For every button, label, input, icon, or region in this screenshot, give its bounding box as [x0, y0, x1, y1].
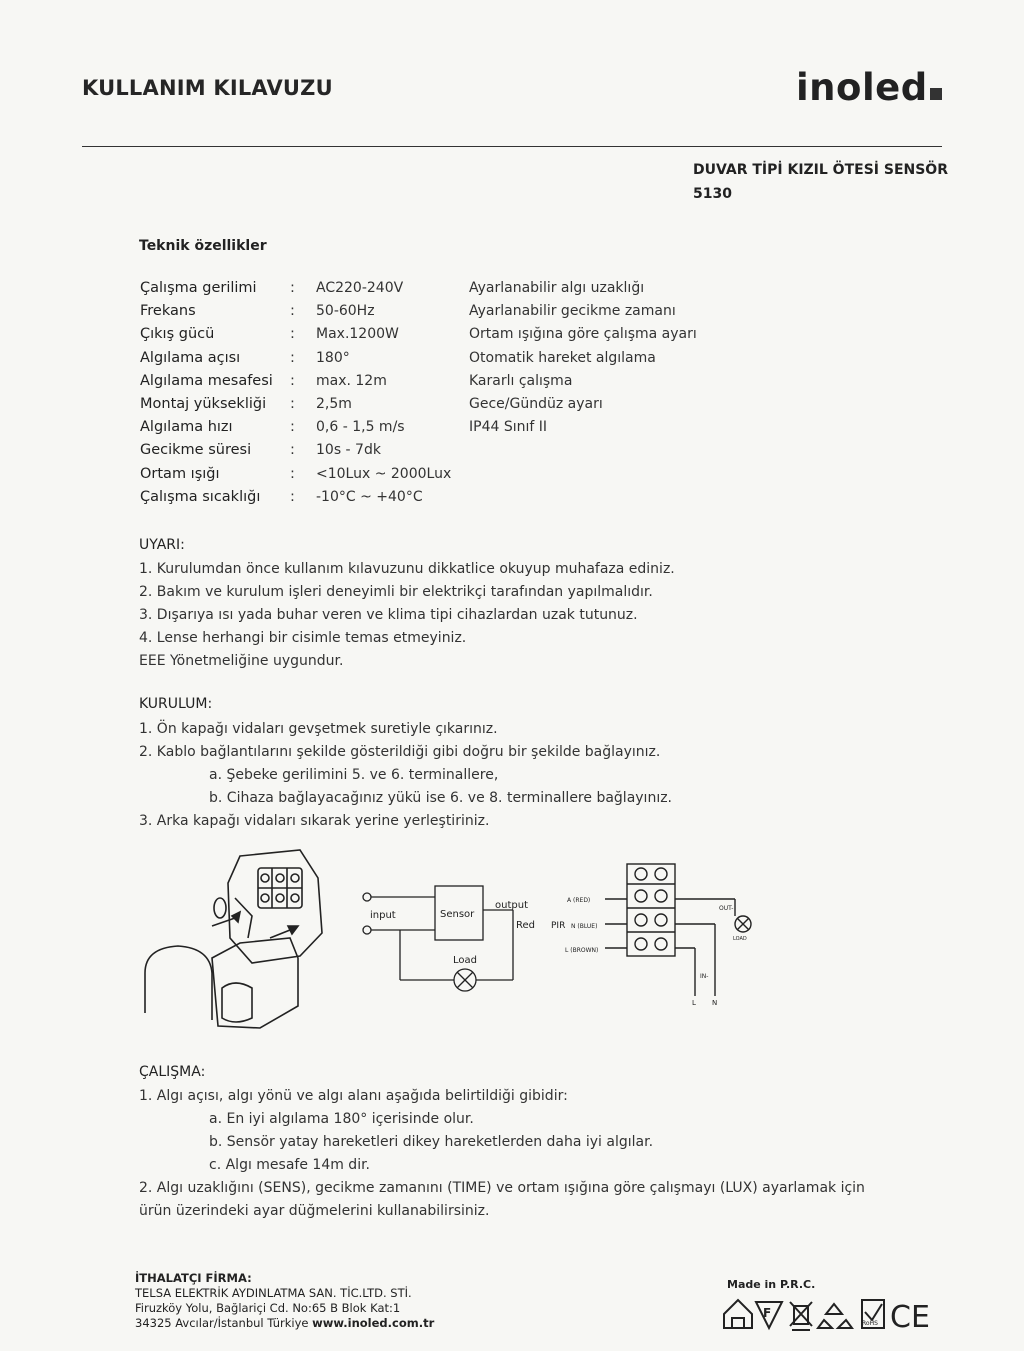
product-code: 5130: [693, 186, 732, 202]
certification-marks: [722, 1294, 937, 1334]
address-line: Firuzköy Yolu, Bağlariçi Cd. No:65 B Blok Kat:1: [135, 1301, 401, 1315]
install-list: [139, 718, 672, 833]
install-substep: b. Cihaza bağlayacağınız yükü ise 6. ve 8. terminallere bağlayınız.: [209, 790, 673, 806]
warning-item: 2. Bakım ve kurulum işleri deneyimli bir elektrikçi tarafından yapılmalıdır.: [139, 584, 653, 600]
spec-labels: [140, 277, 273, 509]
a-red-label: A (RED): [567, 897, 591, 904]
warning-item: EEE Yönetmeliğine uygundur.: [139, 653, 344, 669]
feature-item: Ayarlanabilir algı uzaklığı: [469, 280, 645, 296]
l-brown-label: L (BROWN): [565, 947, 599, 954]
warning-item: 3. Dışarıya ısı yada buhar veren ve klima tipi cihazlardan uzak tutunuz.: [139, 607, 638, 623]
spec-value: 50-60Hz: [316, 303, 375, 320]
n-terminal-label: N: [712, 999, 718, 1007]
spec-label: Çıkış gücü: [140, 326, 215, 343]
sensor-body: [212, 938, 298, 1028]
terminal-diagram: [545, 860, 770, 1010]
feature-item: Ortam ışığına göre çalışma ayarı: [469, 326, 697, 343]
spec-label: Frekans: [140, 303, 196, 320]
spec-value: 2,5m: [316, 396, 352, 413]
spec-colons: : : : : : : : : : :: [290, 280, 295, 505]
wiring-diagram: [360, 860, 535, 1010]
operation-subitem: c. Algı mesafe 14m dir.: [209, 1157, 371, 1173]
spec-label: Gecikme süresi: [140, 442, 252, 459]
product-name: DUVAR TİPİ KIZIL ÖTESİ SENSÖR: [693, 162, 948, 178]
company-name: TELSA ELEKTRİK AYDINLATMA SAN. TİC.LTD. STİ.: [135, 1286, 412, 1300]
n-blue-label: N (BLUE): [571, 923, 598, 930]
ce-mark: CE: [890, 1300, 930, 1335]
spec-value: 10s - 7dk: [316, 442, 381, 459]
operation-list: [139, 1085, 865, 1223]
operation-subitem: a. En iyi algılama 180° içerisinde olur.: [209, 1111, 474, 1127]
output-label: output: [495, 900, 528, 911]
feature-item: Otomatik hareket algılama: [469, 349, 656, 366]
document-title: KULLANIM KILAVUZU: [82, 76, 333, 100]
recycle-icon: [818, 1304, 852, 1328]
warning-item: 4. Lense herhangi bir cisimle temas etmeyiniz.: [139, 630, 467, 646]
warning-heading: UYARI:: [139, 537, 185, 553]
front-cover: [145, 946, 212, 1020]
spec-value: 0,6 - 1,5 m/s: [316, 419, 405, 436]
load-small-label: LOAD: [733, 936, 747, 942]
install-step: 2. Kablo bağlantılarını şekilde gösterildiği gibi doğru bir şekilde bağlayınız.: [139, 744, 661, 760]
spec-label: Ortam ışığı: [140, 465, 220, 482]
feature-item: Gece/Gündüz ayarı: [469, 396, 603, 413]
feature-item: Ayarlanabilir gecikme zamanı: [469, 303, 676, 320]
feature-list: [469, 277, 697, 439]
in-minus-label: IN-: [700, 973, 709, 980]
spec-label: Çalışma gerilimi: [140, 280, 257, 296]
warning-item: 1. Kurulumdan önce kullanım kılavuzunu dikkatlice okuyup muhafaza ediniz.: [139, 561, 675, 577]
sensor-illustration: [140, 838, 340, 1038]
spec-label: Montaj yüksekliği: [140, 396, 267, 413]
feature-item: Kararlı çalışma: [469, 372, 573, 389]
red-label: Red: [516, 920, 535, 931]
lens: [222, 983, 252, 1022]
operation-item-cont: ürün üzerindeki ayar düğmelerini kullanabilirsiniz.: [139, 1203, 490, 1219]
out-minus-label: OUT-: [719, 905, 734, 912]
rohs-label: RoHS: [862, 1320, 878, 1327]
sensor-label: Sensor: [440, 909, 475, 920]
spec-value: max. 12m: [316, 372, 387, 389]
spec-value: <10Lux ~ 2000Lux: [316, 465, 452, 482]
spec-value: AC220-240V: [316, 280, 404, 296]
address-line: 34325 Avcılar/İstanbul Türkiye: [135, 1316, 309, 1330]
made-in: Made in P.R.C.: [727, 1278, 816, 1291]
feature-item: IP44 Sınıf II: [469, 419, 548, 436]
input-label: input: [370, 910, 396, 921]
operation-subitem: b. Sensör yatay hareketleri dikey hareketlerden daha iyi algılar.: [209, 1134, 654, 1150]
spec-value: Max.1200W: [316, 326, 399, 343]
input-terminal-bottom: [363, 926, 371, 934]
spec-values: [316, 277, 451, 509]
input-terminal-top: [363, 893, 371, 901]
f-mark-letter: F: [763, 1306, 772, 1320]
operation-heading: ÇALIŞMA:: [139, 1064, 206, 1080]
l-terminal-label: L: [692, 999, 696, 1007]
operation-item: 2. Algı uzaklığını (SENS), gecikme zamanını (TIME) ve ortam ışığına göre çalışmayı (LUX) ayarlamak için: [139, 1180, 865, 1196]
indoor-use-icon: [724, 1300, 752, 1328]
operation-item: 1. Algı açısı, algı yönü ve algı alanı aşağıda belirtildiği gibidir:: [139, 1088, 568, 1104]
pir-label: PIR: [551, 921, 566, 931]
specs-heading: Teknik özellikler: [139, 238, 267, 254]
spec-value: -10°C ~ +40°C: [316, 488, 423, 505]
install-step: 1. Ön kapağı vidaları gevşetmek suretiyle çıkarınız.: [139, 721, 498, 737]
website: www.inoled.com.tr: [312, 1316, 435, 1330]
header-divider: [82, 146, 942, 147]
install-step: 3. Arka kapağı vidaları sıkarak yerine yerleştiriniz.: [139, 813, 490, 829]
product-info: [693, 158, 948, 206]
spec-value: 180°: [316, 349, 350, 366]
brand-name: inoled: [796, 66, 928, 109]
logo-square-icon: [930, 88, 942, 100]
terminal-strip: [627, 864, 675, 956]
warning-list: [139, 558, 675, 673]
brand-logo: [796, 66, 942, 109]
install-heading: KURULUM:: [139, 696, 213, 712]
importer-info: [135, 1271, 434, 1331]
spec-label: Algılama mesafesi: [140, 372, 273, 389]
spec-label: Algılama hızı: [140, 419, 233, 436]
load-label: Load: [453, 955, 477, 966]
install-substep: a. Şebeke gerilimini 5. ve 6. terminallere,: [209, 767, 499, 783]
importer-label: İTHALATÇI FİRMA:: [135, 1271, 252, 1285]
spec-label: Çalışma sıcaklığı: [140, 488, 261, 505]
spec-label: Algılama açısı: [140, 349, 241, 366]
